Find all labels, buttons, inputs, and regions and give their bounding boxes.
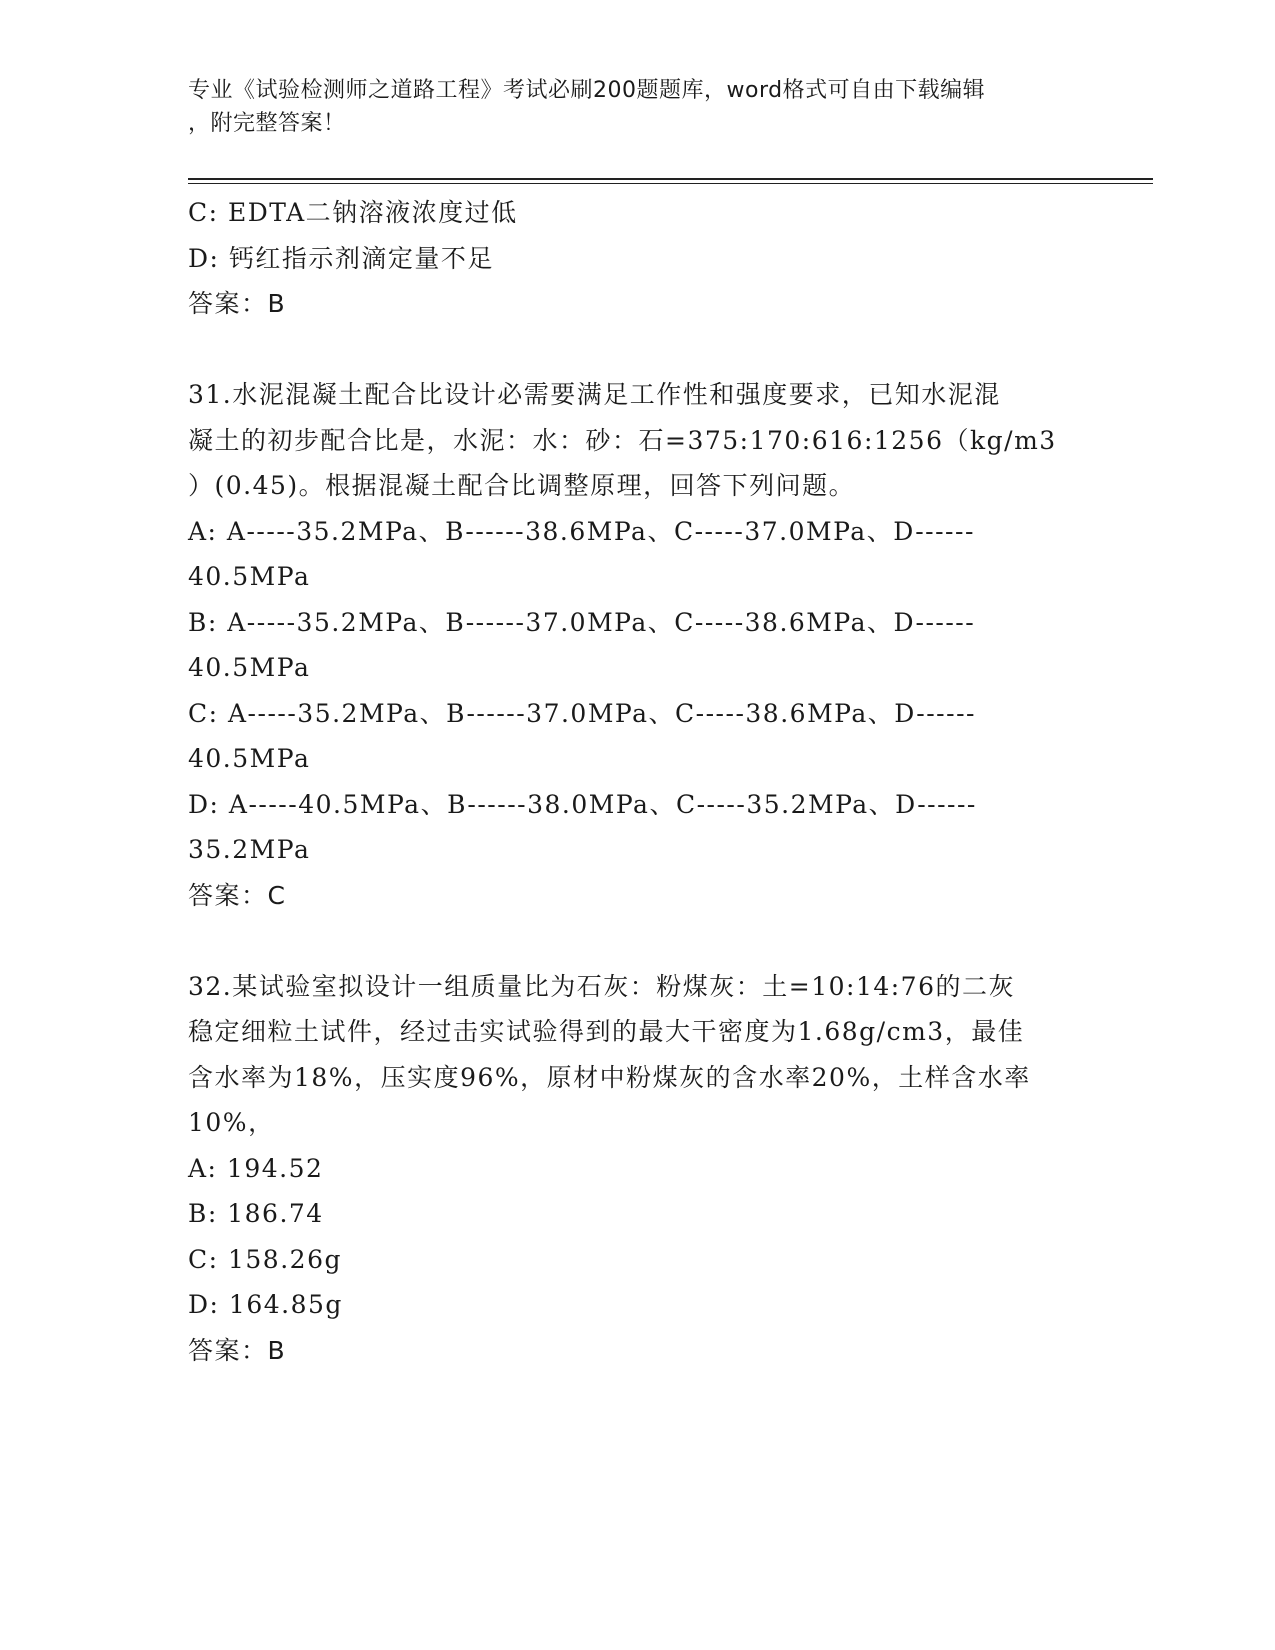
option-a-continued: 40.5MPa (188, 562, 311, 591)
option-a: A: A-----35.2MPa、B------38.6MPa、C-----37.0MPa、D------ (188, 516, 975, 546)
question-32 (188, 964, 1088, 1374)
option-c: C: 158.26g (188, 1244, 342, 1274)
document-header (188, 74, 1068, 140)
option-c-continued: 40.5MPa (188, 744, 311, 773)
option-a: A: 194.52 (188, 1153, 324, 1183)
option-b: B: 186.74 (188, 1199, 324, 1228)
header-title-line-2: ，附完整答案！ (188, 111, 346, 136)
option-d: D: 钙红指示剂滴定量不足 (188, 243, 494, 273)
option-b: B: A-----35.2MPa、B------37.0MPa、C-----38.6MPa、D------ (188, 607, 976, 637)
spacer (188, 918, 1088, 964)
question-stem-line: 含水率为18%，压实度96%，原材中粉煤灰的含水率20%，土样含水率 (188, 1062, 1031, 1092)
option-d: D: A-----40.5MPa、B------38.0MPa、C-----35.2MPa、D------ (188, 789, 977, 819)
question-stem-line: 31.水泥混凝土配合比设计必需要满足工作性和强度要求，已知水泥混 (188, 380, 1001, 409)
previous-question-tail (188, 190, 1088, 327)
question-stem-line: 稳定细粒土试件，经过击实试验得到的最大干密度为1.68g/cm3，最佳 (188, 1017, 1025, 1046)
document-body (188, 190, 1088, 1373)
question-stem-line: 凝土的初步配合比是，水泥：水：砂：石=375:170:616:1256（kg/m3 (188, 425, 1057, 455)
header-divider-thin (188, 183, 1153, 184)
question-stem-line: 32.某试验室拟设计一组质量比为石灰：粉煤灰：土=10:14:76的二灰 (188, 971, 1015, 1001)
answer-line: 答案：B (188, 1335, 287, 1365)
answer-line: 答案：C (188, 880, 287, 910)
answer-line: 答案：B (188, 289, 287, 318)
question-31 (188, 372, 1088, 918)
option-c: C: A-----35.2MPa、B------37.0MPa、C-----38.6MPa、D------ (188, 698, 976, 728)
header-divider-thick (188, 178, 1153, 180)
spacer (188, 327, 1088, 373)
option-b-continued: 40.5MPa (188, 653, 311, 682)
question-stem-line: ）(0.45)。根据混凝土配合比调整原理，回答下列问题。 (188, 471, 856, 500)
option-c: C: EDTA二钠溶液浓度过低 (188, 198, 518, 227)
option-d: D: 164.85g (188, 1290, 343, 1319)
question-stem-line: 10%， (188, 1108, 275, 1137)
header-title-line-1: 专业《试验检测师之道路工程》考试必刷200题题库，word格式可自由下载编辑 (188, 78, 986, 103)
option-d-continued: 35.2MPa (188, 835, 311, 864)
